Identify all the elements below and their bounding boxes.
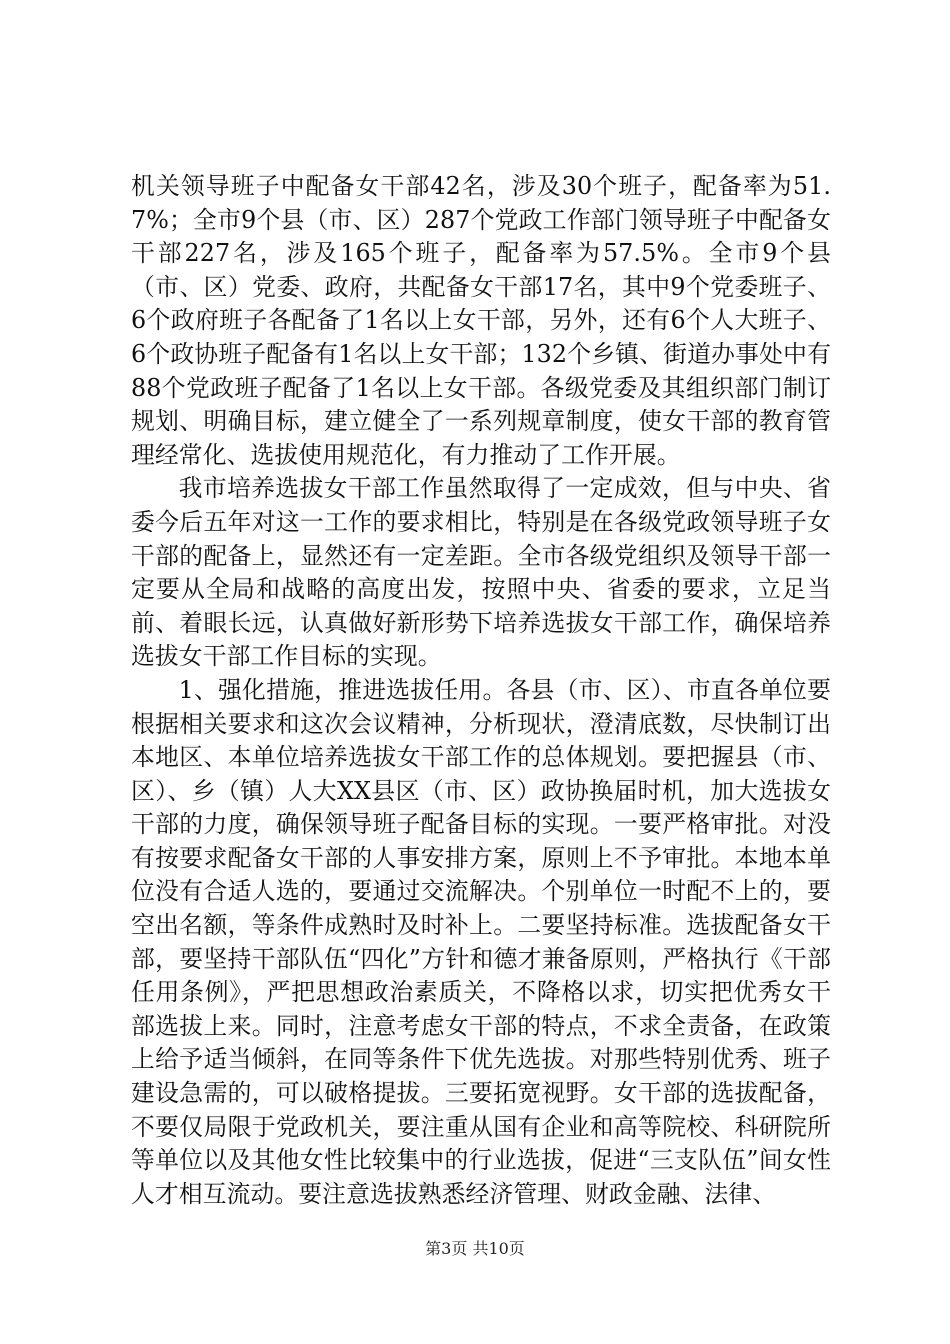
paragraph-continued: 机关领导班子中配备女干部42名，涉及30个班子，配备率为51.7%；全市9个县（市、区）287个党政工作部门领导班子中配备女干部227名，涉及165个班子，配备率为57.5%。全市9个县（市、区）党委、政府，共配备女干部17名，其中9个党委班子、6个政府班子各配备了1名以上女干部，另外，还有6个人大班子、6个政协班子配备有1名以上女干部；132个乡镇、街道办事处中有88个党政班子配备了1名以上女干部。各级党委及其组织部门制订规划、明确目标，建立健全了一系列规章制度，使女干部的教育管理经常化、选拔使用规范化，有力推动了工作开展。	[131, 172, 831, 469]
paragraph-measures: 1、强化措施，推进选拔任用。各县（市、区）、市直各单位要根据相关要求和这次会议精神，分析现状，澄清底数，尽快制订出本地区、本单位培养选拔女干部工作的总体规划。要把握县（市、区）、乡（镇）人大XX县区（市、区）政协换届时机，加大选拔女干部的力度，确保领导班子配备目标的实现。一要严格审批。对没有按要求配备女干部的人事安排方案，原则上不予审批。本地本单位没有合适人选的，要通过交流解决。个别单位一时配不上的，要空出名额，等条件成熟时及时补上。二要坚持标准。选拔配备女干部，要坚持干部队伍“四化”方针和德才兼备原则，严格执行《干部任用条例》，严把思想政治素质关，不降格以求，切实把优秀女干部选拔上来。同时，注意考虑女干部的特点，不求全责备，在政策上给予适当倾斜，在同等条件下优先选拔。对那些特别优秀、班子建设急需的，可以破格提拔。三要拓宽视野。女干部的选拔配备，不要仅局限于党政机关，要注重从国有企业和高等院校、科研院所等单位以及其他女性比较集中的行业选拔，促进“三支队伍”间女性人才相互流动。要注意选拔熟悉经济管理、财政金融、法律、	[131, 675, 831, 1208]
paragraph-assessment: 我市培养选拔女干部工作虽然取得了一定成效，但与中央、省委今后五年对这一工作的要求相比，特别是在各级党政领导班子女干部的配备上，显然还有一定差距。全市各级党组织及领导干部一定要从全局和战略的高度出发，按照中央、省委的要求，立足当前、着眼长远，认真做好新形势下培养选拔女干部工作，确保培养选拔女干部工作目标的实现。	[131, 474, 831, 671]
document-body	[131, 170, 831, 1211]
page-number-footer: 第3页 共10页	[425, 1239, 525, 1258]
